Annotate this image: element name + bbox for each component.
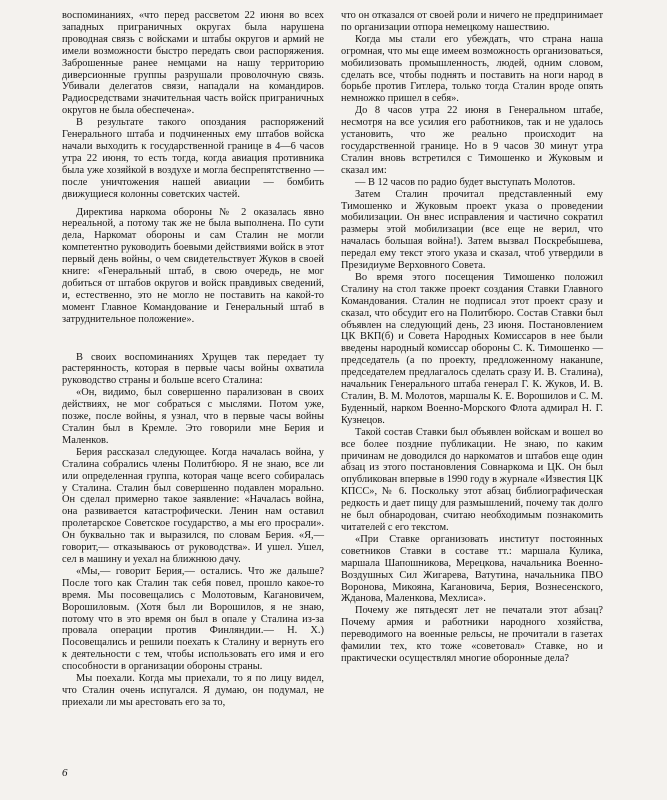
paragraph: В своих воспоминаниях Хрущев так передает ту растерянность, которая в первые часы войны охватила руководство страны и больше всего Сталина:: [62, 351, 324, 387]
paragraph: — В 12 часов по радио будет выступать Молотов.: [355, 176, 576, 188]
right-column: [341, 10, 603, 665]
paragraph: что он отказался от своей роли и ничего не предпринимает по организации отпора немецкому нашествию.: [341, 10, 603, 33]
left-column: [62, 10, 324, 709]
paragraph: В результате такого опоздания распоряжений Генерального штаба и подчиненных ему штабов войска начали выходить к государственной границе в 4—6 часов утра 22 июня, то есть тогда, когда авиация противника была уже хозяйкой в воздухе и могла беспрепятственно — после уничтожения нашей авиации — бомбить движущиеся колонны советских частей.: [62, 117, 324, 200]
paragraph: Директива наркома обороны № 2 оказалась явно нереальной, а потому так же не была выполнена. По сути дела, Наркомат обороны и сам Сталин не могли компетентно руководить боевыми действиями войск в этот первый день войны, о чем свидетельствует Жуков в своей книге: «Генеральный штаб, в свою очередь, не мог добиться от штабов округов и войск правдивых сведений, и, естественно, это не могло не поставить на какой-то момент Главное Командование и Генеральный штаб в затруднительное положение».: [62, 206, 324, 325]
paragraph: Затем Сталин прочитал представленный ему Тимошенко и Жуковым проект указа о проведении мобилизации. Он внес исправления и частично сократил размеры этой мобилизации (все еще не верил, что началась большая война!). Затем вызвал Поскребышева, передал ему текст этого указа и сказал, чтоб утвердили в Президиуме Верховного Совета.: [341, 188, 603, 272]
paragraph: Мы поехали. Когда мы приехали, то я по лицу видел, что Сталин очень испугался. Я думаю, он подумал, не приехали ли мы арестовать его за то,: [62, 673, 324, 708]
paragraph: Берия рассказал следующее. Когда началась война, у Сталина собрались члены Политбюро. Я не знаю, все ли или определенная группа, которая чаще всего собиралась у Сталина. Сталин был совершенно подавлен морально. Он сделал примерно такое заявление: «Началась война, она развивается катастрофически. Ленин нам оставил пролетарское Советское государство, а мы его просрали». Он буквально так и выразился, по словам Берия. «Я,— говорит,— отказываюсь от руководства». И ушел. Ушел, сел в машину и уехал на ближнюю дачу.: [62, 446, 324, 565]
paragraph: «Он, видимо, был совершенно парализован в своих действиях, не мог собраться с мыслями. Потом уже, позже, после войны, я узнал, что в первые часы войны Сталин был в Кремле. Это говорили мне Берия и Маленков.: [62, 387, 324, 446]
paragraph: Во время этого посещения Тимошенко положил Сталину на стол также проект создания Ставки Главного Командования. Сталин не подписал этот проект сразу и сказал, что обсудит его на Политбюро. Состав Ставки был объявлен на следующий день, 23 июня. Постановлением ЦК ВКП(б) и Совета Народных Комиссаров в нее были введены народный комиссар обороны С. К. Тимошенко — председатель (а по проекту, предложенному наканune, председателем предлагалось сделать сразу И. В. Сталина), начальник Генерального штаба генерал Г. К. Жуков, И. В. Сталин, В. М. Молотов, маршалы К. Е. Ворошилов и С. М. Буденный, нарком Военно-Морского Флота адмирал Н. Г. Кузнецов.: [341, 271, 603, 426]
page-number: 6: [62, 767, 68, 779]
paragraph: До 8 часов утра 22 июня в Генеральном штабе, несмотря на все усилия его работников, так и не удалось установить, что же реально происходит на государственной границе. Но в 9 часов 30 минут утра Сталин вновь встретился с Тимошенко и Жуковым и сказал им:: [341, 105, 603, 176]
paragraph: воспоминаниях, «что перед рассветом 22 июня во всех западных приграничных округах была нарушена проводная связь с войсками и штабы округов и армий не имели возможности быстро передать свои распоряжения. Заброшенные ранее немцами на нашу территорию диверсионные группы разрушали проволочную связь. Убивали делегатов связи, нападали на командиров. Радиосредствами значительная часть войск приграничных округов не была обеспечена».: [62, 10, 324, 117]
paragraph: Когда мы стали его убеждать, что страна наша огромная, что мы еще имеем возможность организоваться, мобилизовать промышленность, людей, одним словом, сделать все, чтобы поднять и поставить на ноги народ в борьбе против Гитлера, только тогда Сталин вроде опять немножко пришел в себя».: [341, 33, 603, 105]
paragraph: «Мы,— говорит Берия,— остались. Что же дальше? После того как Сталин так себя повел, прошло какое-то время. Мы посовещались с Молотовым, Кагановичем, Ворошиловым. (Хотя был ли Ворошилов, я не знаю, потому что в это время он был в опале у Сталина из-за провала операции против Финляндии.— Н. Х.) Посовещались и решили поехать к Сталину и вернуть его к деятельности с тем, чтобы использовать его имя и его способности в организации обороны страны.: [62, 565, 324, 673]
paragraph: «При Ставке организовать институт постоянных советников Ставки в составе тт.: маршала Кулика, маршала Шапошникова, Мерецкова, начальника Военно-Воздушных Сил Жигарева, Ватутина, начальника ПВО Воронова, Микояна, Кагановича, Берия, Вознесенского, Жданова, Маленкова, Мехлиса».: [341, 533, 603, 605]
paragraph: Такой состав Ставки был объявлен войскам и вошел во все более поздние публикации. Не знаю, по каким причинам не доводился до наркоматов и штабов еще один абзац из этого постановления Совнаркома и ЦК. Он был опубликован впервые в 1990 году в журнале «Известия ЦК КПСС», № 6. Поскольку этот абзац библиографическая редкость и дает пищу для размышлений, почему так долго не был обнародован, считаю необходимым познакомить читателей с его текстом.: [341, 426, 603, 533]
paragraph: Почему же пятьдесят лет не печатали этот абзац? Почему армия и работники народного хозяйства, переводимого на военные рельсы, не прочитали в газетах фамилии тех, кто тоже «советовал» Ставке, но и практически осуществлял многие оборонные дела?: [341, 605, 603, 664]
